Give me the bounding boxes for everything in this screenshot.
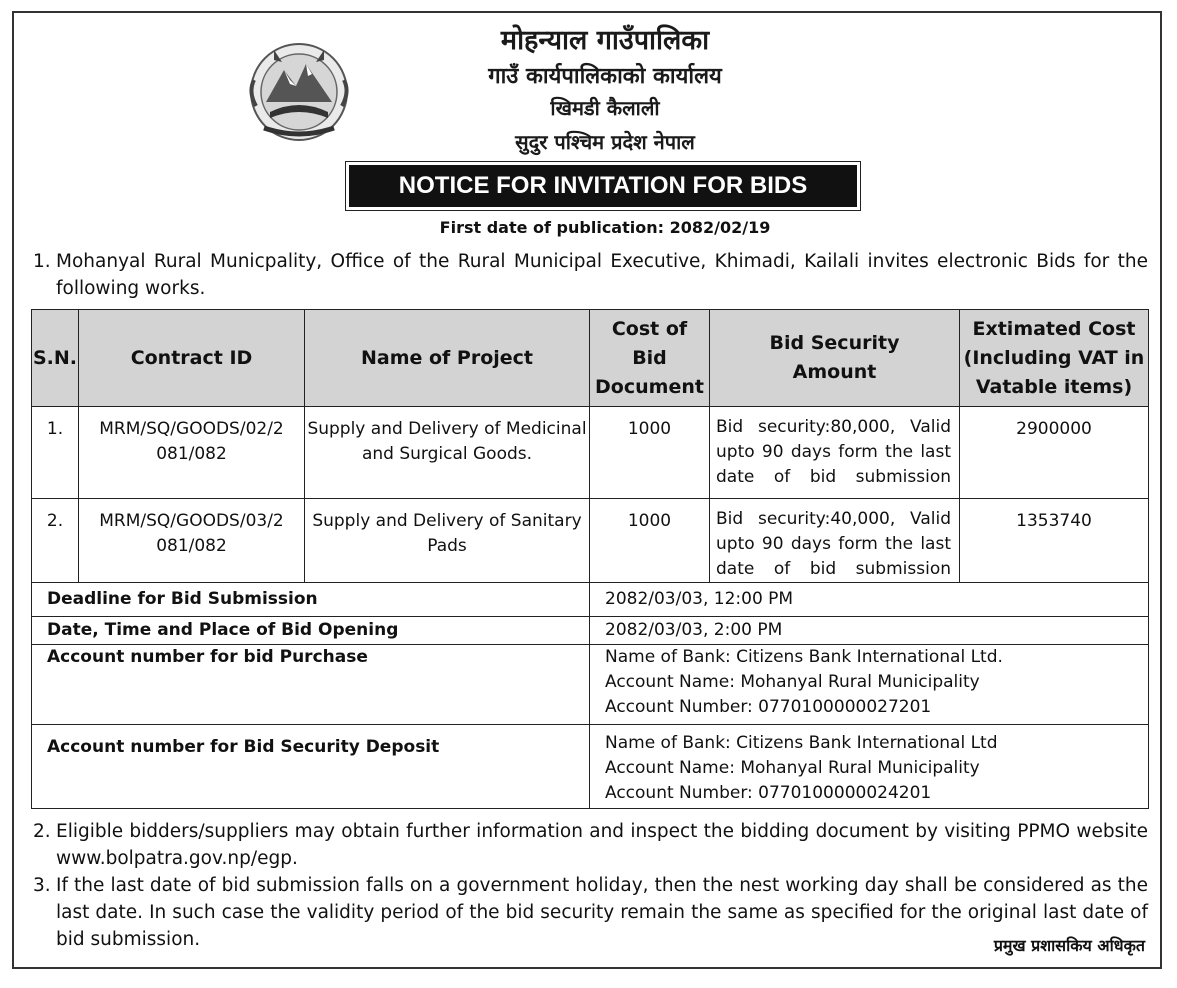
detail-row-purchase: [32, 645, 1149, 725]
note-text: Eligible bidders/suppliers may obtain further information and inspect the bidding document by visiting PPMO website www.bolpatra.gov.np/egp.: [56, 821, 1148, 869]
purchase-label: Account number for bid Purchase: [32, 645, 590, 725]
opening-value: 2082/03/03, 2:00 PM: [590, 617, 1149, 645]
deadline-label: Deadline for Bid Submission: [32, 583, 590, 617]
row-security: Bid security:80,000, Valid upto 90 days form the last date of bid submission: [710, 407, 960, 499]
header-estimated: Extimated Cost (Including VAT in Vatable items): [960, 310, 1149, 407]
note-number: 3.: [33, 875, 51, 896]
office-location: खिमडी कैलाली: [550, 96, 660, 120]
row-cost-doc: 1000: [590, 407, 710, 499]
notice-title: NOTICE FOR INVITATION FOR BIDS: [349, 165, 857, 207]
note-paragraph-2: [33, 818, 1148, 872]
row-sn: 2.: [32, 499, 79, 583]
publication-date: First date of publication: 2082/02/19: [439, 218, 771, 237]
row-estimated: 1353740: [960, 499, 1149, 583]
detail-row-deposit: [32, 725, 1149, 809]
signature-title: प्रमुख प्रशासकिय अधिकृत: [993, 936, 1145, 955]
row-sn: 1.: [32, 407, 79, 499]
table-row: [32, 499, 1149, 583]
org-name: मोहन्याल गाउँपालिका: [500, 25, 710, 56]
detail-row-opening: [32, 617, 1149, 645]
note-text: If the last date of bid submission falls on a government holiday, then the nest working day shall be considered as the last date. In such case the validity period of the bid security remain the same as specified for the original last date of bid submission.: [56, 875, 1148, 950]
purchase-value: Name of Bank: Citizens Bank International Ltd. Account Name: Mohanyal Rural Municipality Account Number: 0770100000027201: [590, 645, 1149, 725]
header-cost-doc: Cost of Bid Document: [590, 310, 710, 407]
deadline-value: 2082/03/03, 12:00 PM: [590, 583, 1149, 617]
table-row: [32, 407, 1149, 499]
deposit-value: Name of Bank: Citizens Bank International Ltd Account Name: Mohanyal Rural Municipality Account Number: 0770100000024201: [590, 725, 1149, 809]
header-sn: S.N.: [32, 310, 79, 407]
row-security: Bid security:40,000, Valid upto 90 days form the last date of bid submission: [710, 499, 960, 583]
opening-label: Date, Time and Place of Bid Opening: [32, 617, 590, 645]
row-estimated: 2900000: [960, 407, 1149, 499]
office-name: गाउँ कार्यपालिकाको कार्यालय: [488, 64, 722, 89]
bid-table: [31, 309, 1149, 809]
row-contract-id: MRM/SQ/GOODS/02/2 081/082: [79, 407, 305, 499]
row-project: Supply and Delivery of Medicinal and Surgical Goods.: [305, 407, 590, 499]
intro-text: Mohanyal Rural Municpality, Office of the Rural Municipal Executive, Khimadi, Kailali invites electronic Bids for the following works.: [56, 251, 1148, 299]
row-project: Supply and Delivery of Sanitary Pads: [305, 499, 590, 583]
note-number: 2.: [33, 821, 51, 842]
row-contract-id: MRM/SQ/GOODS/03/2 081/082: [79, 499, 305, 583]
deposit-label: Account number for Bid Security Deposit: [32, 725, 590, 809]
detail-row-deadline: [32, 583, 1149, 617]
intro-number: 1.: [33, 251, 51, 272]
row-cost-doc: 1000: [590, 499, 710, 583]
header-contract-id: Contract ID: [79, 310, 305, 407]
header-security: Bid Security Amount: [710, 310, 960, 407]
table-header-row: [32, 310, 1149, 407]
notice-title-box: [345, 161, 861, 211]
intro-paragraph: [33, 248, 1148, 302]
province-name: सुदुर पश्चिम प्रदेश नेपाल: [515, 130, 695, 154]
header-project: Name of Project: [305, 310, 590, 407]
